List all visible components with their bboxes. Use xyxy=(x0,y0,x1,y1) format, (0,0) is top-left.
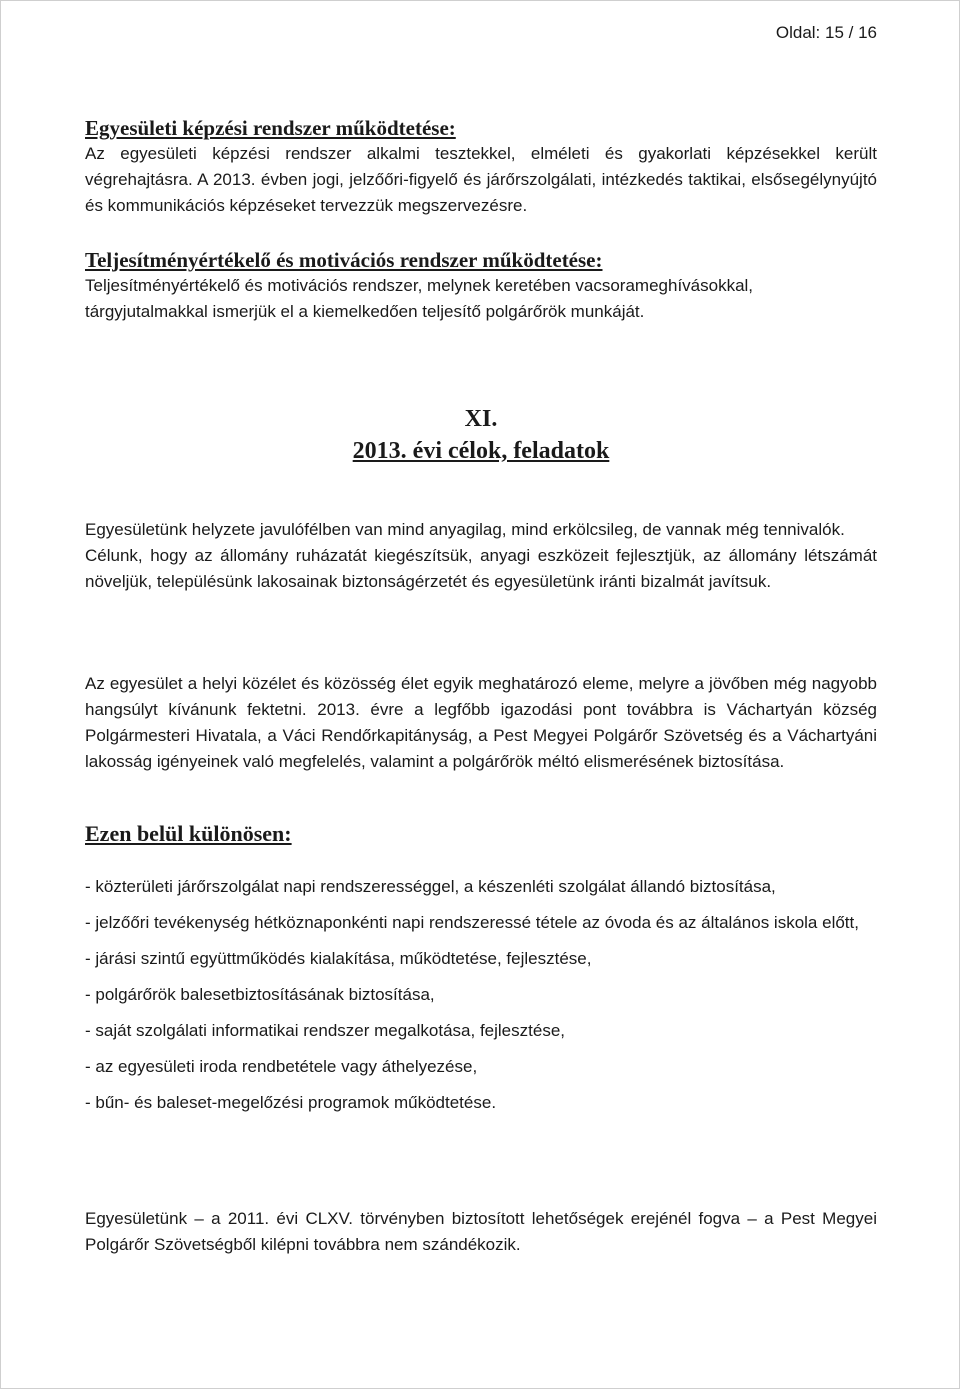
list-item: - járási szintű együttműködés kialakítása, működtetése, fejlesztése, xyxy=(85,949,592,968)
list-item: - saját szolgálati informatikai rendszer megalkotása, fejlesztése, xyxy=(85,1021,565,1040)
paragraph: Egyesületünk helyzete javulófélben van mind anyagilag, mind erkölcsileg, de vannak még tennivalók. xyxy=(85,520,845,539)
list-item: - az egyesületi iroda rendbetétele vagy áthelyezése, xyxy=(85,1057,478,1076)
paragraph: Az egyesület a helyi közélet és közösség élet egyik meghatározó eleme, melyre a jövőben még nagyobb hangsúlyt kívánunk fektetni. 2013. évre a legfőbb igazodási pont továbbra is Váchartyán község Polgármesteri Hivatala, a Váci Rendőrkapitányság, a Pest Megyei Polgárőr Szövetség és a Váchartyáni lakosság igényeinek való megfelelés, valamint a polgárőrök méltó elismerésének biztosítása. xyxy=(85,674,877,771)
chapter-title: 2013. évi célok, feladatok xyxy=(352,438,610,464)
community-role xyxy=(85,671,877,775)
list-item: - polgárőrök balesetbiztosításának biztosítása, xyxy=(85,985,435,1004)
paragraph: Célunk, hogy az állomány ruházatát kiegészítsük, anyagi eszközeit fejlesztjük, az állomány létszámát növeljük, településünk lakosainak biztonságérzetét és egyesületünk iránti bizalmát javítsuk. xyxy=(85,546,877,591)
list-item: - bűn- és baleset-megelőzési programok működtetése. xyxy=(85,1093,497,1112)
chapter-number: XI. xyxy=(464,406,498,432)
list-item: - közterületi járőrszolgálat napi rendszerességgel, a készenléti szolgálat állandó biztosítása, xyxy=(85,877,776,896)
section-title-training: Egyesületi képzési rendszer működtetése: xyxy=(85,116,456,140)
section-training xyxy=(85,115,877,219)
closing-paragraph: Egyesületünk – a 2011. évi CLXV. törvényben biztosított lehetőségek erejénél fogva – a Pest Megyei Polgárőr Szövetségből kilépni továbbra nem szándékozik. xyxy=(85,1209,877,1254)
page-number: Oldal: 15 / 16 xyxy=(775,23,877,42)
subheading-block xyxy=(85,821,877,847)
section-text-training: Az egyesületi képzési rendszer alkalmi tesztekkel, elméleti és gyakorlati képzésekkel került végrehajtásra. A 2013. évben jogi, jelzőőri-figyelő és járőrszolgálati, intézkedés taktikai, elsősegélynyújtó és kommunikációs képzéseket tervezzük megszervezésre. xyxy=(85,144,877,215)
subheading: Ezen belül különösen: xyxy=(85,821,292,846)
section-title-performance: Teljesítményértékelő és motivációs rendszer működtetése: xyxy=(85,248,603,272)
closing-block xyxy=(85,1206,877,1258)
list-item: - jelzőőri tevékenység hétköznaponkénti napi rendszeressé tétele az óvoda és az általános iskola előtt, xyxy=(85,913,859,932)
chapter-heading xyxy=(85,403,877,467)
section-text-performance: Teljesítményértékelő és motivációs rendszer, melynek keretében vacsorameghívásokkal, tárgyjutalmakkal ismerjük el a kiemelkedően teljesítő polgárőrök munkáját. xyxy=(85,276,754,321)
task-list xyxy=(85,874,877,1126)
section-performance xyxy=(85,247,877,325)
goals-intro xyxy=(85,517,877,595)
